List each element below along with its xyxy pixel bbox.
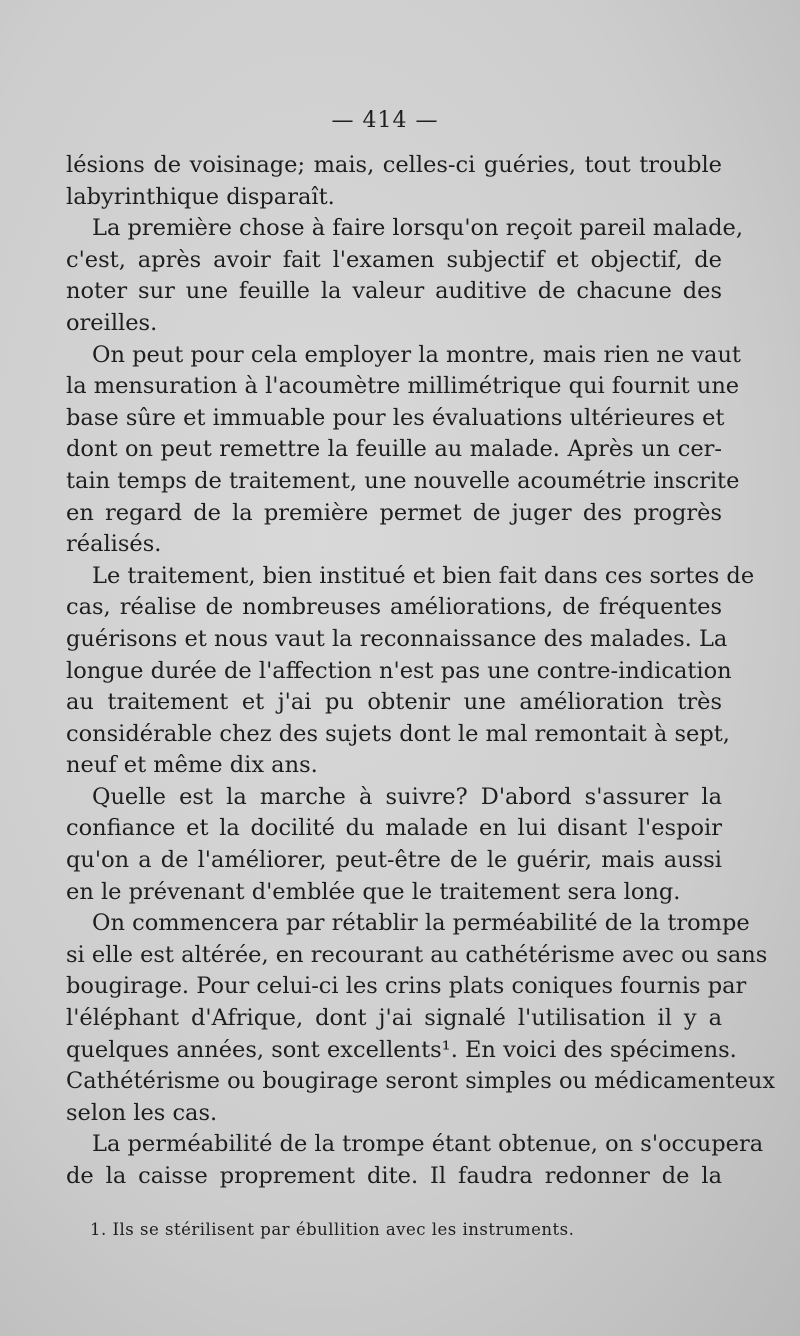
text-line: si elle est altérée, en recourant au cathétérisme avec ou sans — [66, 941, 768, 968]
text-line: noter sur une feuille la valeur auditive de chacune des — [66, 278, 722, 305]
text-line: Le traitement, bien institué et bien fait dans ces sortes de — [92, 562, 755, 589]
paragraph-4 — [66, 561, 755, 782]
text-line: On commencera par rétablir la perméabilité de la trompe — [92, 910, 750, 937]
text-line: c'est, après avoir fait l'examen subjectif et objectif, de — [66, 246, 722, 273]
text-line: en le prévenant d'emblée que le traitement sera long. — [66, 878, 681, 905]
text-line: La perméabilité de la trompe étant obtenue, on s'occupera — [92, 1131, 764, 1158]
text-line: cas, réalise de nombreuses améliorations, de fréquentes — [66, 594, 722, 621]
body-text — [66, 150, 776, 1193]
text-line: la mensuration à l'acoumètre millimétrique qui fournit une — [66, 373, 740, 400]
text-line: base sûre et immuable pour les évaluations ultérieures et — [66, 404, 725, 431]
text-line: de la caisse proprement dite. Il faudra redonner de la — [66, 1163, 722, 1189]
text-line: Cathétérisme ou bougirage seront simples ou médicamenteux — [66, 1068, 776, 1095]
text-line: confiance et la docilité du malade en lui disant l'espoir — [66, 815, 722, 842]
text-line: réalisés. — [66, 531, 162, 558]
text-line: La première chose à faire lorsqu'on reçoit pareil malade, — [92, 215, 744, 242]
text-line: On peut pour cela employer la montre, mais rien ne vaut — [92, 341, 741, 368]
text-line: tain temps de traitement, une nouvelle acoumétrie inscrite — [66, 467, 740, 494]
text-line: Quelle est la marche à suivre? D'abord s'assurer la — [92, 783, 722, 810]
text-line: au traitement et j'ai pu obtenir une amélioration très — [66, 689, 722, 716]
text-line: oreilles. — [66, 309, 158, 336]
text-line: en regard de la première permet de juger des progrès — [66, 499, 722, 526]
footnote: 1. Ils se stérilisent par ébullition avec les instruments. — [90, 1220, 575, 1239]
text-line: selon les cas. — [66, 1099, 218, 1126]
text-line: neuf et même dix ans. — [66, 752, 318, 779]
text-line: considérable chez des sujets dont le mal remontait à sept, — [66, 720, 730, 747]
text-line: lésions de voisinage; mais, celles-ci guéries, tout trouble — [66, 152, 722, 178]
text-line: guérisons et nous vaut la reconnaissance des malades. La — [66, 625, 728, 652]
paragraph-6 — [66, 908, 776, 1129]
page-number: — 414 — — [331, 108, 439, 133]
paragraph-5 — [66, 782, 722, 908]
paragraph-3 — [66, 340, 741, 561]
text-line: bougirage. Pour celui-ci les crins plats coniques fournis par — [66, 973, 747, 1000]
text-line: qu'on a de l'améliorer, peut-être de le guérir, mais aussi — [66, 847, 722, 874]
text-line: l'éléphant d'Afrique, dont j'ai signalé l'utilisation il y a — [66, 1005, 722, 1032]
text-line: quelques années, sont excellents¹. En voici des spécimens. — [66, 1036, 737, 1063]
paragraph-1 — [66, 150, 722, 213]
text-line: longue durée de l'affection n'est pas une contre-indication — [66, 657, 732, 684]
paragraph-2 — [66, 213, 744, 339]
paragraph-7 — [66, 1129, 764, 1192]
text-line: dont on peut remettre la feuille au malade. Après un cer- — [66, 436, 722, 463]
text-line: labyrinthique disparaît. — [66, 183, 335, 210]
